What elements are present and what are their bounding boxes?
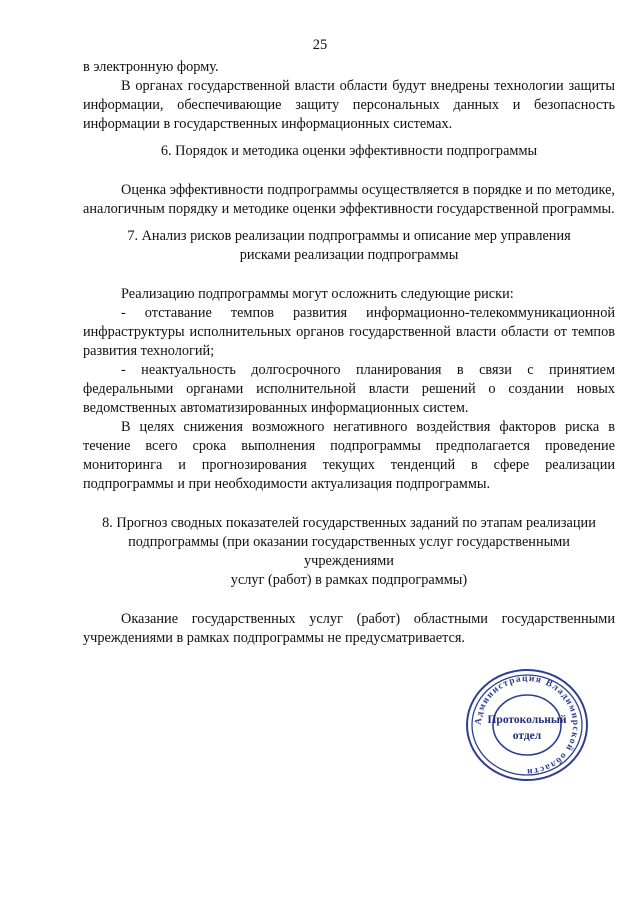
section-heading-6: 6. Порядок и методика оценки эффективности подпрограммы (160, 143, 538, 159)
document-body (83, 58, 615, 648)
section-heading-8-line-3: услуг (работ) в рамках подпрограммы) (230, 572, 468, 588)
stamp-ring-text: Администрация Владимирской области (473, 673, 581, 777)
paragraph-state-services: Оказание государственных услуг (работ) областными государственными учреждениями в рамках подпрограммы не предусматривается. (83, 611, 615, 646)
official-stamp (462, 667, 592, 783)
section-heading-7-line-1: 7. Анализ рисков реализации подпрограммы и описание мер управления (127, 228, 571, 244)
risk-list-item: - неактуальность долгосрочного планирования в связи с принятием федеральными органами исполнительной власти решений о создании новых ведомственных автоматизированных информационных систем. (83, 362, 615, 416)
section-heading-8-line-1: 8. Прогноз сводных показателей государственных заданий по этапам реализации (102, 515, 596, 531)
paragraph-security-technologies: В органах государственной власти области будут внедрены технологии защиты информации, обеспечивающие защиту персональных данных и безопасность информации в государственных информационных системах. (83, 78, 615, 132)
risk-list-item: - отставание темпов развития информационно-телекоммуникационной инфраструктуры исполнительных органов государственной власти области от темпов развития технологий; (83, 305, 615, 359)
section-heading-7-line-2: рисками реализации подпрограммы (239, 247, 459, 263)
paragraph-risk-mitigation: В целях снижения возможного негативного воздействия факторов риска в течение всего срока выполнения подпрограммы предполагается проведение мониторинга и прогнозирования текущих тенденций в сфере реализации подпрограммы и при необходимости актуализация подпрограммы. (83, 419, 615, 492)
paragraph-continuation: в электронную форму. (83, 59, 219, 75)
section-heading-8 (83, 514, 615, 590)
stamp-center-line-2: отдел (512, 730, 542, 742)
paragraph-efficiency-assessment: Оценка эффективности подпрограммы осуществляется в порядке и по методике, аналогичным порядку и методике оценки эффективности государственной программы. (83, 182, 615, 217)
section-heading-8-line-2: подпрограммы (при оказании государственных услуг государственными учреждениями (128, 534, 570, 569)
stamp-center-line-1: Протокольный (487, 714, 567, 726)
paragraph-risks-intro: Реализацию подпрограммы могут осложнить следующие риски: (121, 286, 514, 302)
section-heading-7 (83, 227, 615, 265)
page-number: 25 (312, 37, 328, 53)
